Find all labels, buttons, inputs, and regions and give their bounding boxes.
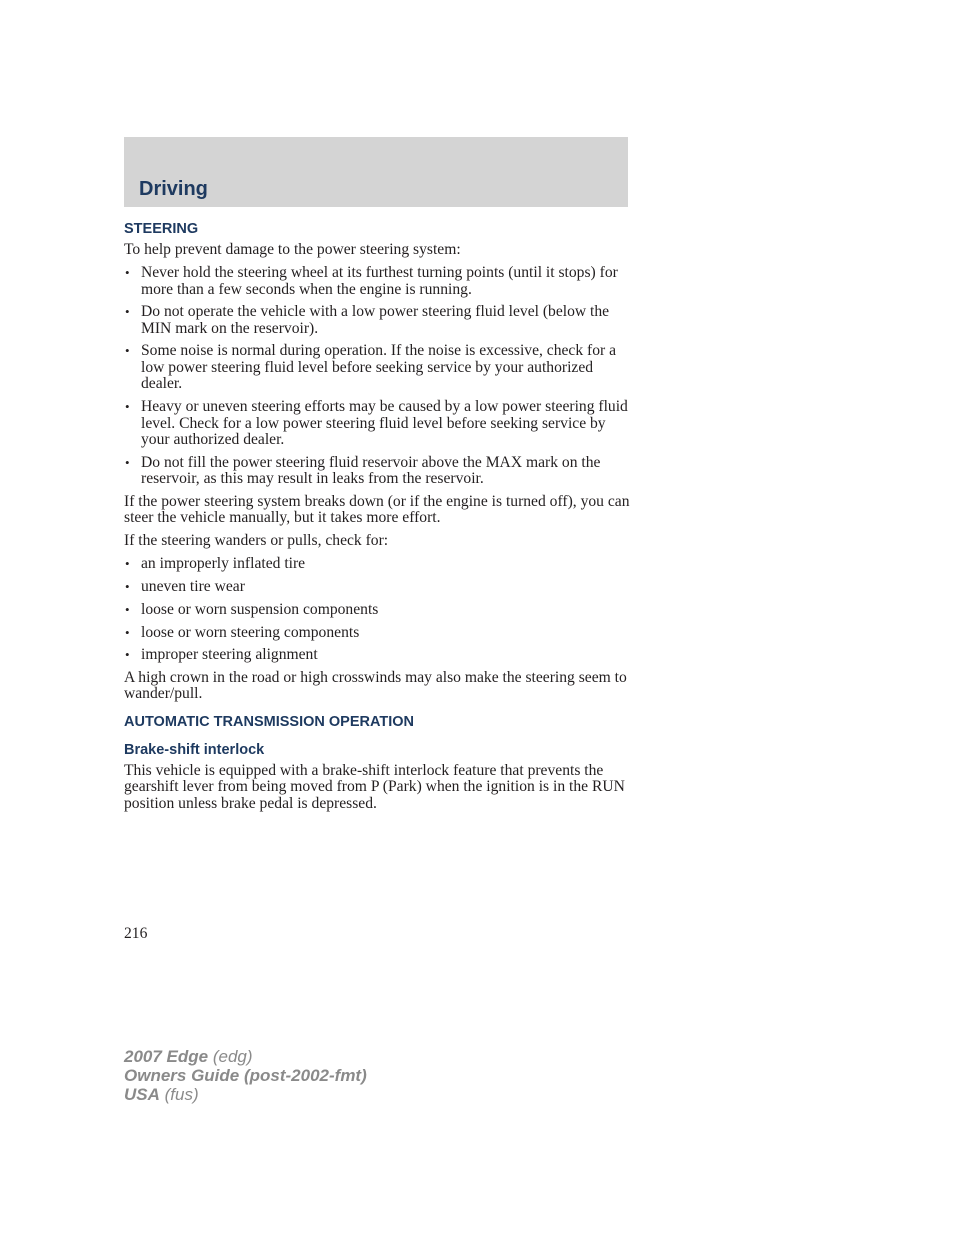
steering-breakdown-paragraph: If the power steering system breaks down (or if the engine is turned off), you can steer the vehicle manually, but it takes more effort. [124, 492, 630, 527]
section-header-band [124, 137, 628, 207]
list-item: • Do not fill the power steering fluid reservoir above the MAX mark on the reservoir, as this may result in leaks from the reservoir. [125, 453, 601, 488]
brake-shift-subheading: Brake-shift interlock [124, 741, 265, 758]
list-item: • uneven tire wear [125, 578, 245, 596]
steering-intro: To help prevent damage to the power steering system: [124, 241, 461, 258]
list-item: • loose or worn steering components [125, 623, 360, 641]
footer-line-market: USA (fus) [124, 1085, 199, 1104]
list-item: • Some noise is normal during operation. If the noise is excessive, check for a low power steering fluid level before seeking service by your authorized dealer. [125, 342, 617, 393]
bullet-icon: • [125, 304, 130, 320]
steering-crown-paragraph: A high crown in the road or high crosswinds may also make the steering seem to wander/pull. [124, 668, 627, 703]
list-item: • Do not operate the vehicle with a low power steering fluid level (below the MIN mark on the reservoir). [125, 303, 610, 337]
footer-line-model: 2007 Edge (edg) [124, 1047, 253, 1066]
bullet-icon: • [125, 399, 130, 415]
list-item: • Heavy or uneven steering efforts may be caused by a low power steering fluid level. Check for a low power steering fluid level before seeking service by your authorized dealer. [125, 398, 628, 449]
bullet-icon: • [125, 601, 130, 617]
footer-line-guide: Owners Guide (post-2002-fmt) [124, 1066, 367, 1085]
list-item: • an improperly inflated tire [125, 555, 306, 573]
document-footer [124, 1047, 367, 1104]
steering-bullet-list [124, 265, 630, 488]
bullet-icon: • [125, 343, 130, 359]
bullet-icon: • [125, 265, 130, 280]
steering-check-list [124, 556, 630, 663]
page-content [124, 220, 630, 819]
steering-heading: STEERING [124, 221, 199, 237]
transmission-heading: AUTOMATIC TRANSMISSION OPERATION [124, 713, 414, 730]
steering-wanders-paragraph: If the steering wanders or pulls, check for: [124, 532, 389, 550]
bullet-icon: • [125, 454, 130, 470]
bullet-icon: • [125, 579, 130, 595]
bullet-icon: • [125, 647, 130, 663]
list-item: • Never hold the steering wheel at its furthest turning points (until it stops) for more than a few seconds when the engine is running. [125, 264, 618, 298]
page-number: 216 [124, 925, 148, 942]
section-title: Driving [139, 178, 208, 200]
list-item: • improper steering alignment [125, 646, 318, 664]
brake-shift-paragraph: This vehicle is equipped with a brake-shift interlock feature that prevents the gearshift lever from being moved from P (Park) when the ignition is in the RUN position unless brake pedal is depressed. [124, 761, 625, 812]
bullet-icon: • [125, 624, 130, 640]
bullet-icon: • [125, 556, 130, 572]
list-item: • loose or worn suspension components [125, 600, 379, 618]
